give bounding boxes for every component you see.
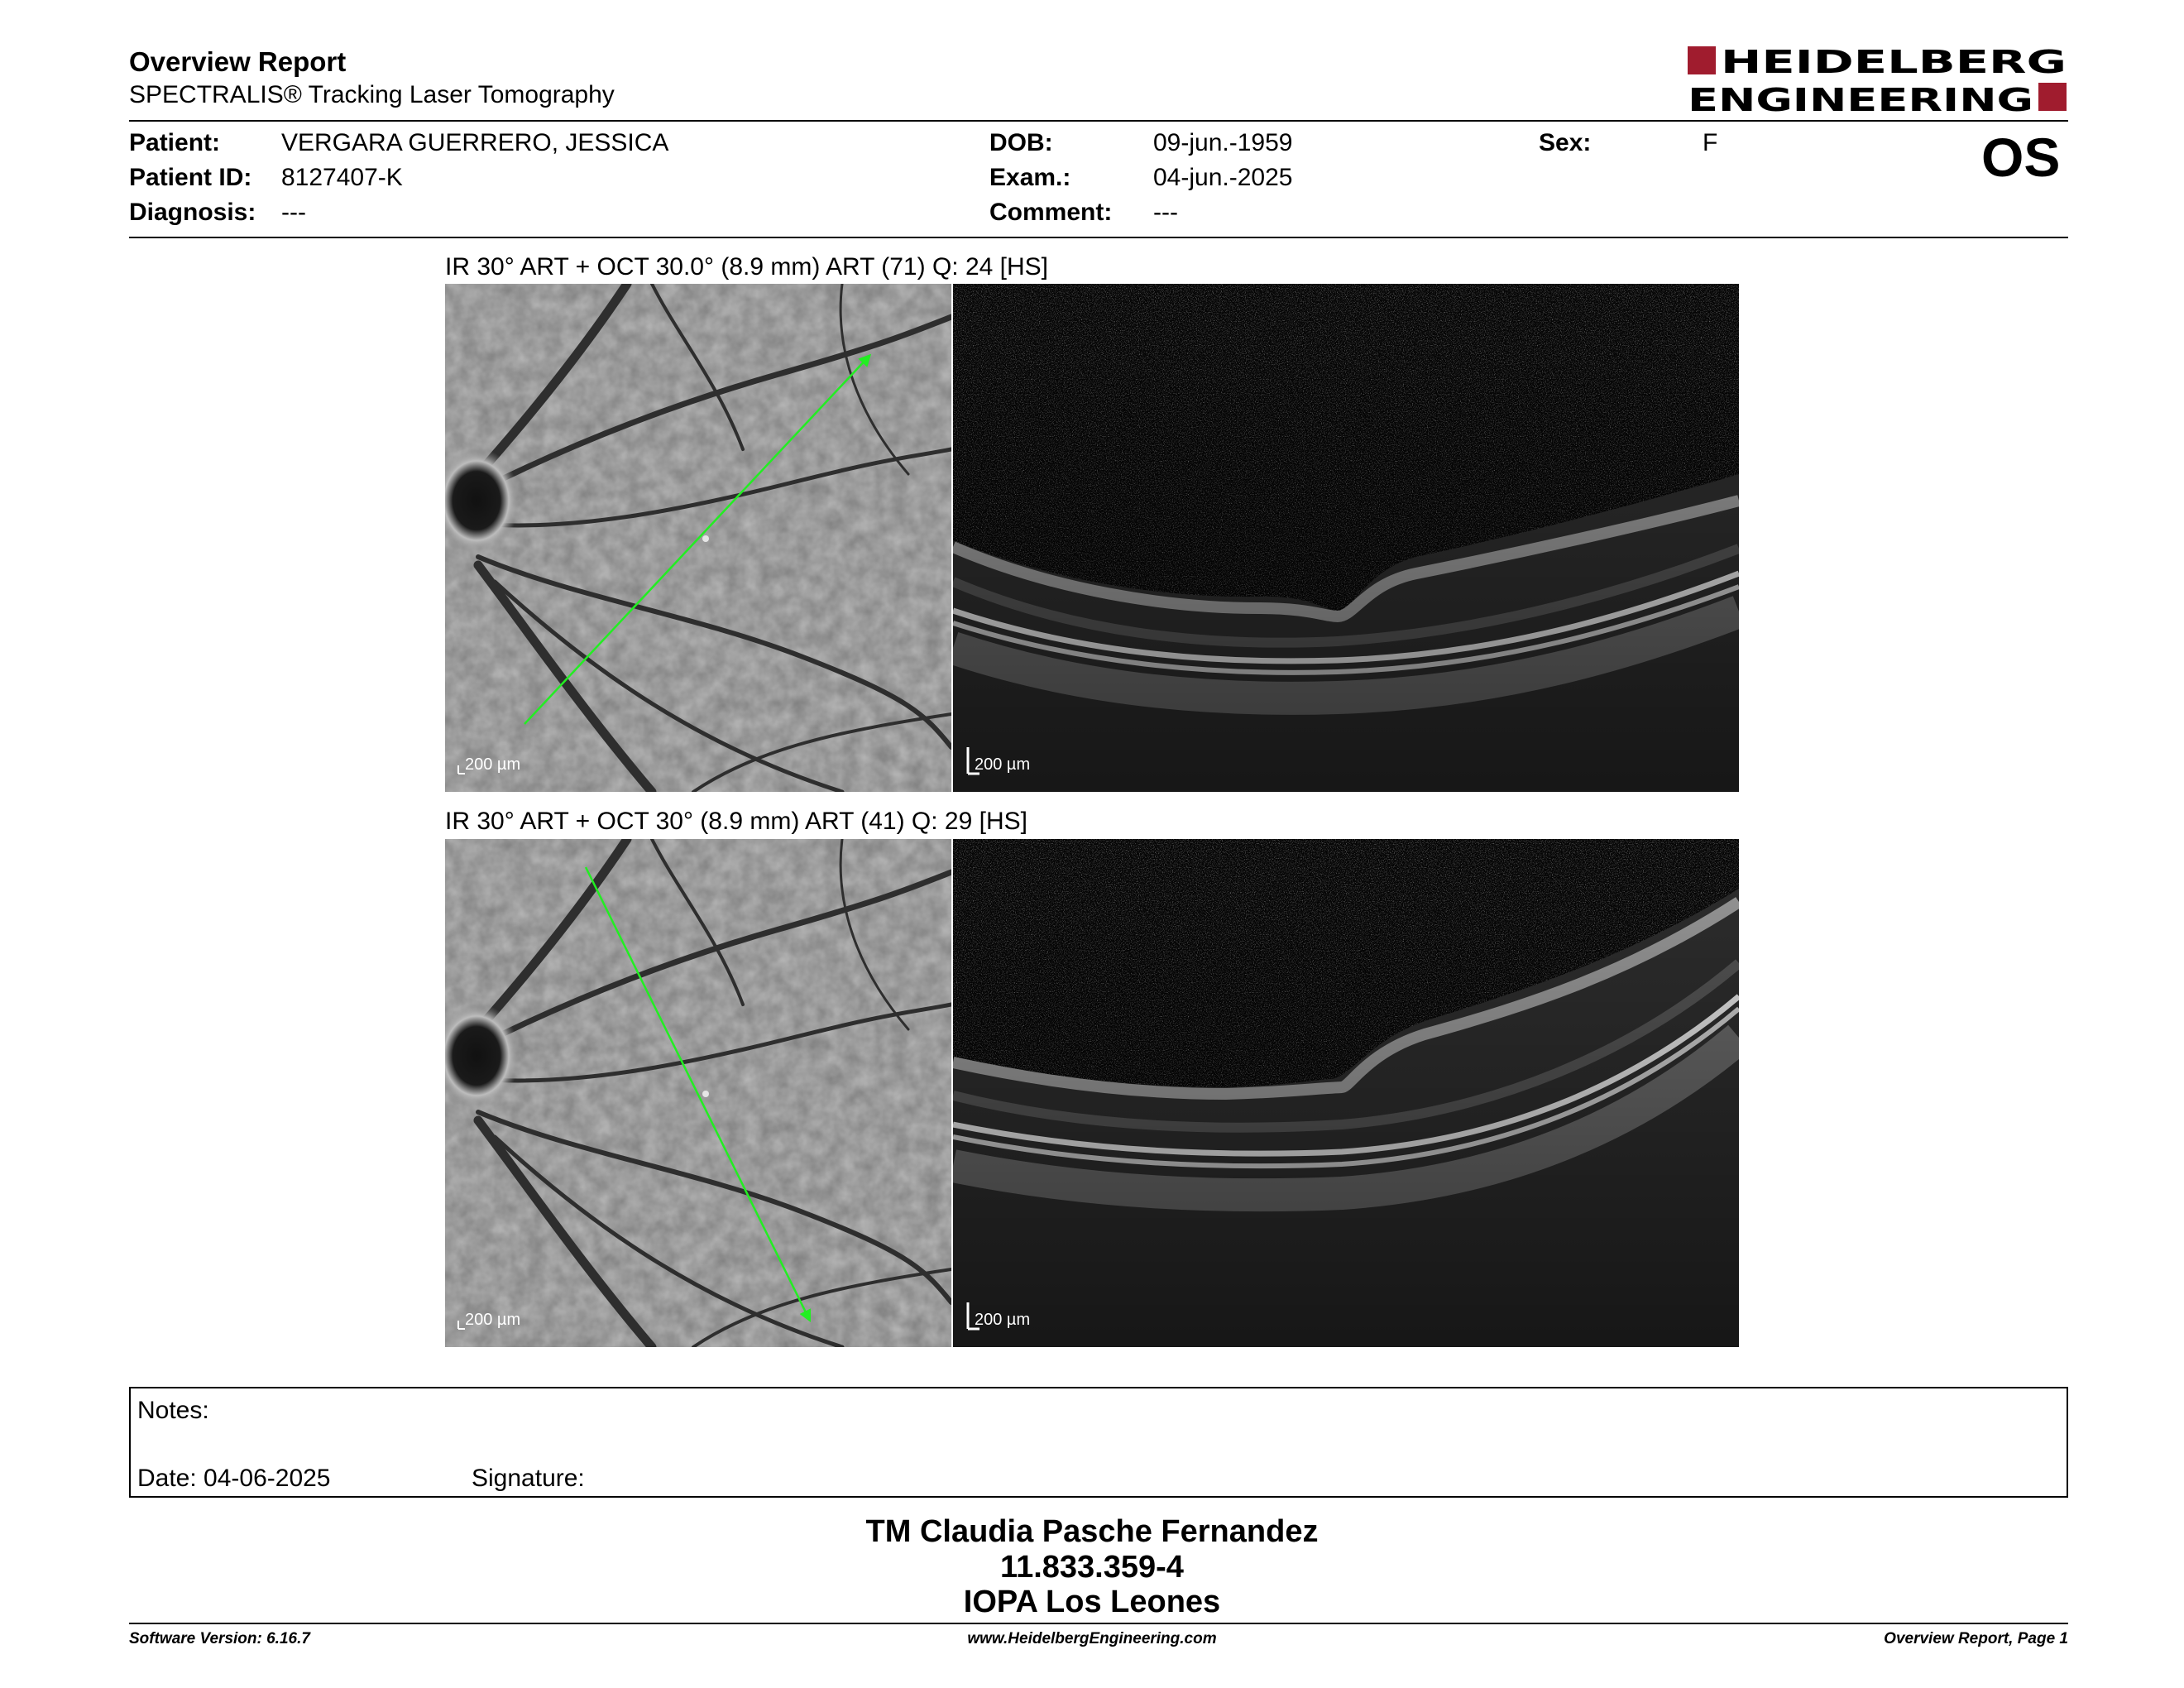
scan-2-oct-image[interactable]	[953, 839, 1739, 1347]
svg-text:HEIDELBERG: HEIDELBERG	[1721, 45, 2067, 80]
eye-indicator: OS	[1981, 127, 2061, 188]
patient-name: VERGARA GUERRERO, JESSICA	[281, 129, 669, 156]
exam-label: Exam.:	[989, 164, 1071, 191]
diagnosis-label: Diagnosis:	[129, 199, 256, 226]
website-link[interactable]: www.HeidelbergEngineering.com	[967, 1630, 1217, 1647]
signer-id: 11.833.359-4	[1000, 1550, 1184, 1585]
scan-2-ir-image[interactable]	[445, 839, 951, 1347]
sex-label: Sex:	[1539, 129, 1592, 156]
scan-2-title: IR 30° ART + OCT 30° (8.9 mm) ART (41) Q: 29 [HS]	[445, 808, 1027, 835]
software-version: Software Version: 6.16.7	[129, 1630, 310, 1647]
dob-value: 09-jun.-1959	[1153, 129, 1293, 156]
patient-divider	[129, 237, 2068, 238]
diagnosis-value: ---	[281, 199, 306, 226]
comment-label: Comment:	[989, 199, 1113, 226]
report-title: Overview Report	[129, 46, 347, 77]
signer-name: TM Claudia Pasche Fernandez	[865, 1514, 1319, 1549]
patient-id: 8127407-K	[281, 164, 403, 191]
scan-1-oct-scale: 200 µm	[975, 755, 1031, 774]
notes-label: Notes:	[137, 1397, 209, 1424]
svg-text:ENGINEERING: ENGINEERING	[1688, 82, 2033, 116]
heidelberg-logo	[1688, 45, 2068, 116]
patient-id-label: Patient ID:	[129, 164, 252, 191]
scan-1-ir-scale: 200 µm	[465, 755, 521, 774]
dob-label: DOB:	[989, 129, 1053, 156]
exam-value: 04-jun.-2025	[1153, 164, 1293, 191]
comment-value: ---	[1153, 199, 1178, 226]
sex-value: F	[1703, 129, 1718, 156]
signature-label: Signature:	[472, 1465, 585, 1492]
footer-divider	[129, 1623, 2068, 1624]
page-info: Overview Report, Page 1	[1884, 1630, 2068, 1647]
scan-1-oct-image[interactable]	[953, 284, 1739, 792]
report-subtitle: SPECTRALIS® Tracking Laser Tomography	[129, 81, 615, 108]
header-divider	[129, 120, 2068, 122]
date-label: Date: 04-06-2025	[137, 1465, 331, 1492]
scan-2-ir-scale: 200 µm	[465, 1311, 521, 1329]
signer-institution: IOPA Los Leones	[963, 1585, 1221, 1619]
scan-1-ir-image[interactable]	[445, 284, 951, 792]
notes-box	[129, 1387, 2068, 1498]
scan-1-title: IR 30° ART + OCT 30.0° (8.9 mm) ART (71) Q: 24 [HS]	[445, 253, 1048, 281]
scan-2-oct-scale: 200 µm	[975, 1311, 1031, 1329]
patient-label: Patient:	[129, 129, 221, 156]
